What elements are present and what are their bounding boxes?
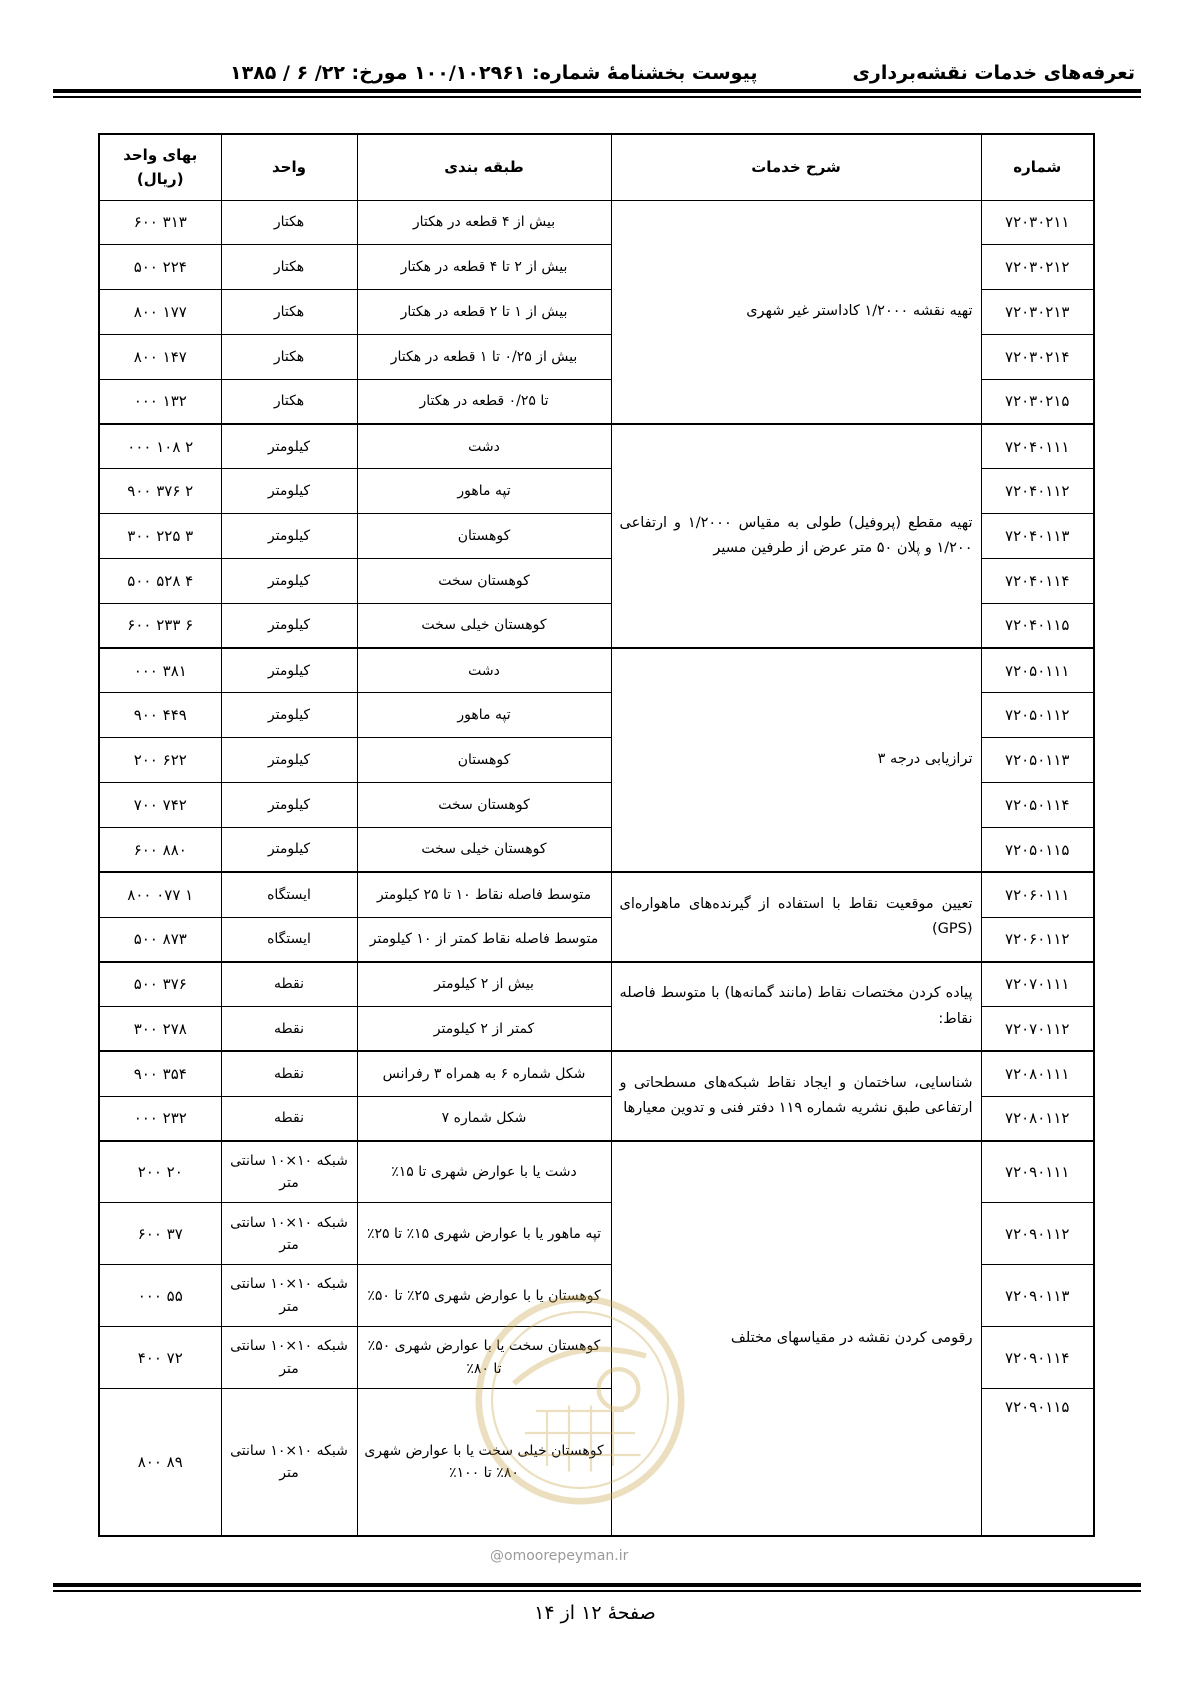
category: کوهستان خیلی سخت [357, 827, 611, 872]
service-number: ۷۲۰۹۰۱۱۱ [981, 1141, 1094, 1203]
service-number: ۷۲۰۹۰۱۱۳ [981, 1265, 1094, 1327]
header-rule-thick [53, 89, 1141, 93]
table-header-row [99, 134, 1094, 200]
unit-price: ۸۷۳ ۵۰۰ [99, 917, 221, 962]
service-description: پیاده کردن مختصات نقاط (مانند گمانه‌ها) با متوسط فاصله نقاط: [611, 962, 981, 1052]
column-header-price-label: بهای واحد [123, 146, 198, 165]
unit-price: ۲ ۱۰۸ ۰۰۰ [99, 424, 221, 469]
service-number: ۷۲۰۵۰۱۱۵ [981, 827, 1094, 872]
unit-price: ۶ ۲۳۳ ۶۰۰ [99, 603, 221, 648]
seal-inner-ring [492, 1312, 668, 1488]
category: بیش از ۲ تا ۴ قطعه در هکتار [357, 245, 611, 290]
unit-price: ۲۳۲ ۰۰۰ [99, 1096, 221, 1141]
unit-price: ۲ ۳۷۶ ۹۰۰ [99, 469, 221, 514]
service-description: تعیین موقعیت نقاط با استفاده از گیرنده‌های ماهواره‌ای (GPS) [611, 872, 981, 962]
unit-price: ۷۴۲ ۷۰۰ [99, 783, 221, 828]
unit-price: ۱۷۷ ۸۰۰ [99, 290, 221, 335]
unit: هکتار [221, 334, 357, 379]
seal-swoosh [514, 1349, 646, 1383]
service-number: ۷۲۰۵۰۱۱۴ [981, 783, 1094, 828]
category: کوهستان [357, 514, 611, 559]
table-row [99, 648, 1094, 693]
category: کوهستان خیلی سخت یا با عوارض شهری ۸۰٪ تا ۱۰۰٪ [357, 1389, 611, 1536]
service-number: ۷۲۰۳۰۲۱۳ [981, 290, 1094, 335]
unit: شبکه ۱۰×۱۰ سانتی متر [221, 1203, 357, 1265]
table-row [99, 200, 1094, 245]
category: تپه ماهور یا با عوارض شهری ۱۵٪ تا ۲۵٪ [357, 1203, 611, 1265]
page-number: صفحۀ ۱۲ از ۱۴ [534, 1602, 656, 1624]
unit: کیلومتر [221, 783, 357, 828]
unit: شبکه ۱۰×۱۰ سانتی متر [221, 1389, 357, 1536]
service-number: ۷۲۰۸۰۱۱۲ [981, 1096, 1094, 1141]
service-number: ۷۲۰۳۰۲۱۴ [981, 334, 1094, 379]
unit-price: ۱۳۲ ۰۰۰ [99, 379, 221, 424]
unit: کیلومتر [221, 827, 357, 872]
category: بیش از ۴ قطعه در هکتار [357, 200, 611, 245]
unit-price: ۳۷۶ ۵۰۰ [99, 962, 221, 1007]
unit: شبکه ۱۰×۱۰ سانتی متر [221, 1265, 357, 1327]
service-description: شناسایی، ساختمان و ایجاد نقاط شبکه‌های مسطحاتی و ارتفاعی طبق نشریه شماره ۱۱۹ دفتر فنی و تدوین معیارها [611, 1051, 981, 1141]
unit: هکتار [221, 379, 357, 424]
service-number: ۷۲۰۵۰۱۱۱ [981, 648, 1094, 693]
service-description: رقومی کردن نقشه در مقیاسهای مختلف [611, 1141, 981, 1536]
seal-gear [599, 1369, 639, 1409]
unit-price: ۳۱۳ ۶۰۰ [99, 200, 221, 245]
service-number: ۷۲۰۵۰۱۱۲ [981, 693, 1094, 738]
table-row [99, 424, 1094, 469]
service-number: ۷۲۰۴۰۱۱۱ [981, 424, 1094, 469]
unit-price: ۸۹ ۸۰۰ [99, 1389, 221, 1536]
seal-grid [520, 1406, 641, 1472]
unit-price: ۴۴۹ ۹۰۰ [99, 693, 221, 738]
category: کمتر از ۲ کیلومتر [357, 1007, 611, 1052]
service-number: ۷۲۰۵۰۱۱۳ [981, 738, 1094, 783]
unit: هکتار [221, 245, 357, 290]
column-header-unit-price [99, 134, 221, 200]
category: کوهستان سخت [357, 559, 611, 604]
table-row [99, 1141, 1094, 1203]
circular-reference: پیوست بخشنامۀ شماره: ۱۰۰/۱۰۲۹۶۱ مورخ: ۲۲/ ۶ / ۱۳۸۵ [230, 62, 758, 84]
unit-price: ۱۴۷ ۸۰۰ [99, 334, 221, 379]
unit-price: ۱ ۰۷۷ ۸۰۰ [99, 872, 221, 917]
category: متوسط فاصله نقاط ۱۰ تا ۲۵ کیلومتر [357, 872, 611, 917]
service-number: ۷۲۰۹۰۱۱۵ [981, 1389, 1094, 1536]
unit: ایستگاه [221, 917, 357, 962]
service-number: ۷۲۰۴۰۱۱۴ [981, 559, 1094, 604]
unit: کیلومتر [221, 469, 357, 514]
column-header-unit: واحد [221, 134, 357, 200]
category: دشت [357, 648, 611, 693]
unit-price: ۲۰ ۲۰۰ [99, 1141, 221, 1203]
column-header-description: شرح خدمات [611, 134, 981, 200]
unit: ایستگاه [221, 872, 357, 917]
service-description: تهیه مقطع (پروفیل) طولی به مقیاس ۱/۲۰۰۰ و ارتفاعی ۱/۲۰۰ و پلان ۵۰ متر عرض از طرفین مسیر [611, 424, 981, 648]
unit: کیلومتر [221, 559, 357, 604]
category: کوهستان [357, 738, 611, 783]
service-number: ۷۲۰۴۰۱۱۵ [981, 603, 1094, 648]
category: کوهستان یا با عوارض شهری ۲۵٪ تا ۵۰٪ [357, 1265, 611, 1327]
category: دشت یا با عوارض شهری تا ۱۵٪ [357, 1141, 611, 1203]
unit: کیلومتر [221, 648, 357, 693]
unit: نقطه [221, 1007, 357, 1052]
unit-price: ۳۵۴ ۹۰۰ [99, 1051, 221, 1096]
category: کوهستان سخت یا با عوارض شهری ۵۰٪ تا ۸۰٪ [357, 1327, 611, 1389]
service-number: ۷۲۰۴۰۱۱۲ [981, 469, 1094, 514]
service-number: ۷۲۰۹۰۱۱۴ [981, 1327, 1094, 1389]
service-number: ۷۲۰۳۰۲۱۱ [981, 200, 1094, 245]
footer-rule-thick [53, 1583, 1141, 1587]
unit-price: ۳۷ ۶۰۰ [99, 1203, 221, 1265]
unit-price: ۳۸۱ ۰۰۰ [99, 648, 221, 693]
service-number: ۷۲۰۸۰۱۱۱ [981, 1051, 1094, 1096]
service-number: ۷۲۰۴۰۱۱۳ [981, 514, 1094, 559]
category: شکل شماره ۷ [357, 1096, 611, 1141]
footer-rule-thin [53, 1590, 1141, 1592]
category: متوسط فاصله نقاط کمتر از ۱۰ کیلومتر [357, 917, 611, 962]
category: کوهستان خیلی سخت [357, 603, 611, 648]
column-header-category: طبقه بندی [357, 134, 611, 200]
organization-seal [470, 1290, 690, 1510]
unit: کیلومتر [221, 693, 357, 738]
service-number: ۷۲۰۳۰۲۱۲ [981, 245, 1094, 290]
header-rule-thin [53, 96, 1141, 98]
service-number: ۷۲۰۷۰۱۱۲ [981, 1007, 1094, 1052]
unit: شبکه ۱۰×۱۰ سانتی متر [221, 1327, 357, 1389]
unit: نقطه [221, 1096, 357, 1141]
table-row [99, 1051, 1094, 1096]
column-header-number: شماره [981, 134, 1094, 200]
seal-outer-ring [479, 1299, 681, 1501]
service-description: ترازیابی درجه ۳ [611, 648, 981, 872]
unit: هکتار [221, 290, 357, 335]
table-row [99, 872, 1094, 917]
category: دشت [357, 424, 611, 469]
document-title: تعرفه‌های خدمات نقشه‌برداری [852, 62, 1135, 84]
unit-price: ۵۵ ۰۰۰ [99, 1265, 221, 1327]
unit: کیلومتر [221, 738, 357, 783]
category: تا ۰/۲۵ قطعه در هکتار [357, 379, 611, 424]
unit-price: ۲۲۴ ۵۰۰ [99, 245, 221, 290]
service-number: ۷۲۰۶۰۱۱۱ [981, 872, 1094, 917]
service-description: تهیه نقشه ۱/۲۰۰۰ کاداستر غیر شهری [611, 200, 981, 424]
unit: نقطه [221, 1051, 357, 1096]
unit-price: ۲۷۸ ۳۰۰ [99, 1007, 221, 1052]
unit-price: ۸۸۰ ۶۰۰ [99, 827, 221, 872]
unit: کیلومتر [221, 603, 357, 648]
service-number: ۷۲۰۷۰۱۱۱ [981, 962, 1094, 1007]
website-watermark: @omoorepeyman.ir [490, 1548, 629, 1564]
category: بیش از ۱ تا ۲ قطعه در هکتار [357, 290, 611, 335]
unit: شبکه ۱۰×۱۰ سانتی متر [221, 1141, 357, 1203]
unit-price: ۴ ۵۲۸ ۵۰۰ [99, 559, 221, 604]
service-number: ۷۲۰۶۰۱۱۲ [981, 917, 1094, 962]
category: کوهستان سخت [357, 783, 611, 828]
column-header-price-currency: (ریال) [136, 170, 184, 189]
unit-price: ۷۲ ۴۰۰ [99, 1327, 221, 1389]
unit: کیلومتر [221, 424, 357, 469]
category: تپه ماهور [357, 469, 611, 514]
category: شکل شماره ۶ به همراه ۳ رفرانس [357, 1051, 611, 1096]
service-number: ۷۲۰۹۰۱۱۲ [981, 1203, 1094, 1265]
category: تپه ماهور [357, 693, 611, 738]
unit: کیلومتر [221, 514, 357, 559]
category: بیش از ۰/۲۵ تا ۱ قطعه در هکتار [357, 334, 611, 379]
unit: نقطه [221, 962, 357, 1007]
unit: هکتار [221, 200, 357, 245]
unit-price: ۶۲۲ ۲۰۰ [99, 738, 221, 783]
service-number: ۷۲۰۳۰۲۱۵ [981, 379, 1094, 424]
table-row [99, 962, 1094, 1007]
category: بیش از ۲ کیلومتر [357, 962, 611, 1007]
unit-price: ۳ ۲۲۵ ۳۰۰ [99, 514, 221, 559]
